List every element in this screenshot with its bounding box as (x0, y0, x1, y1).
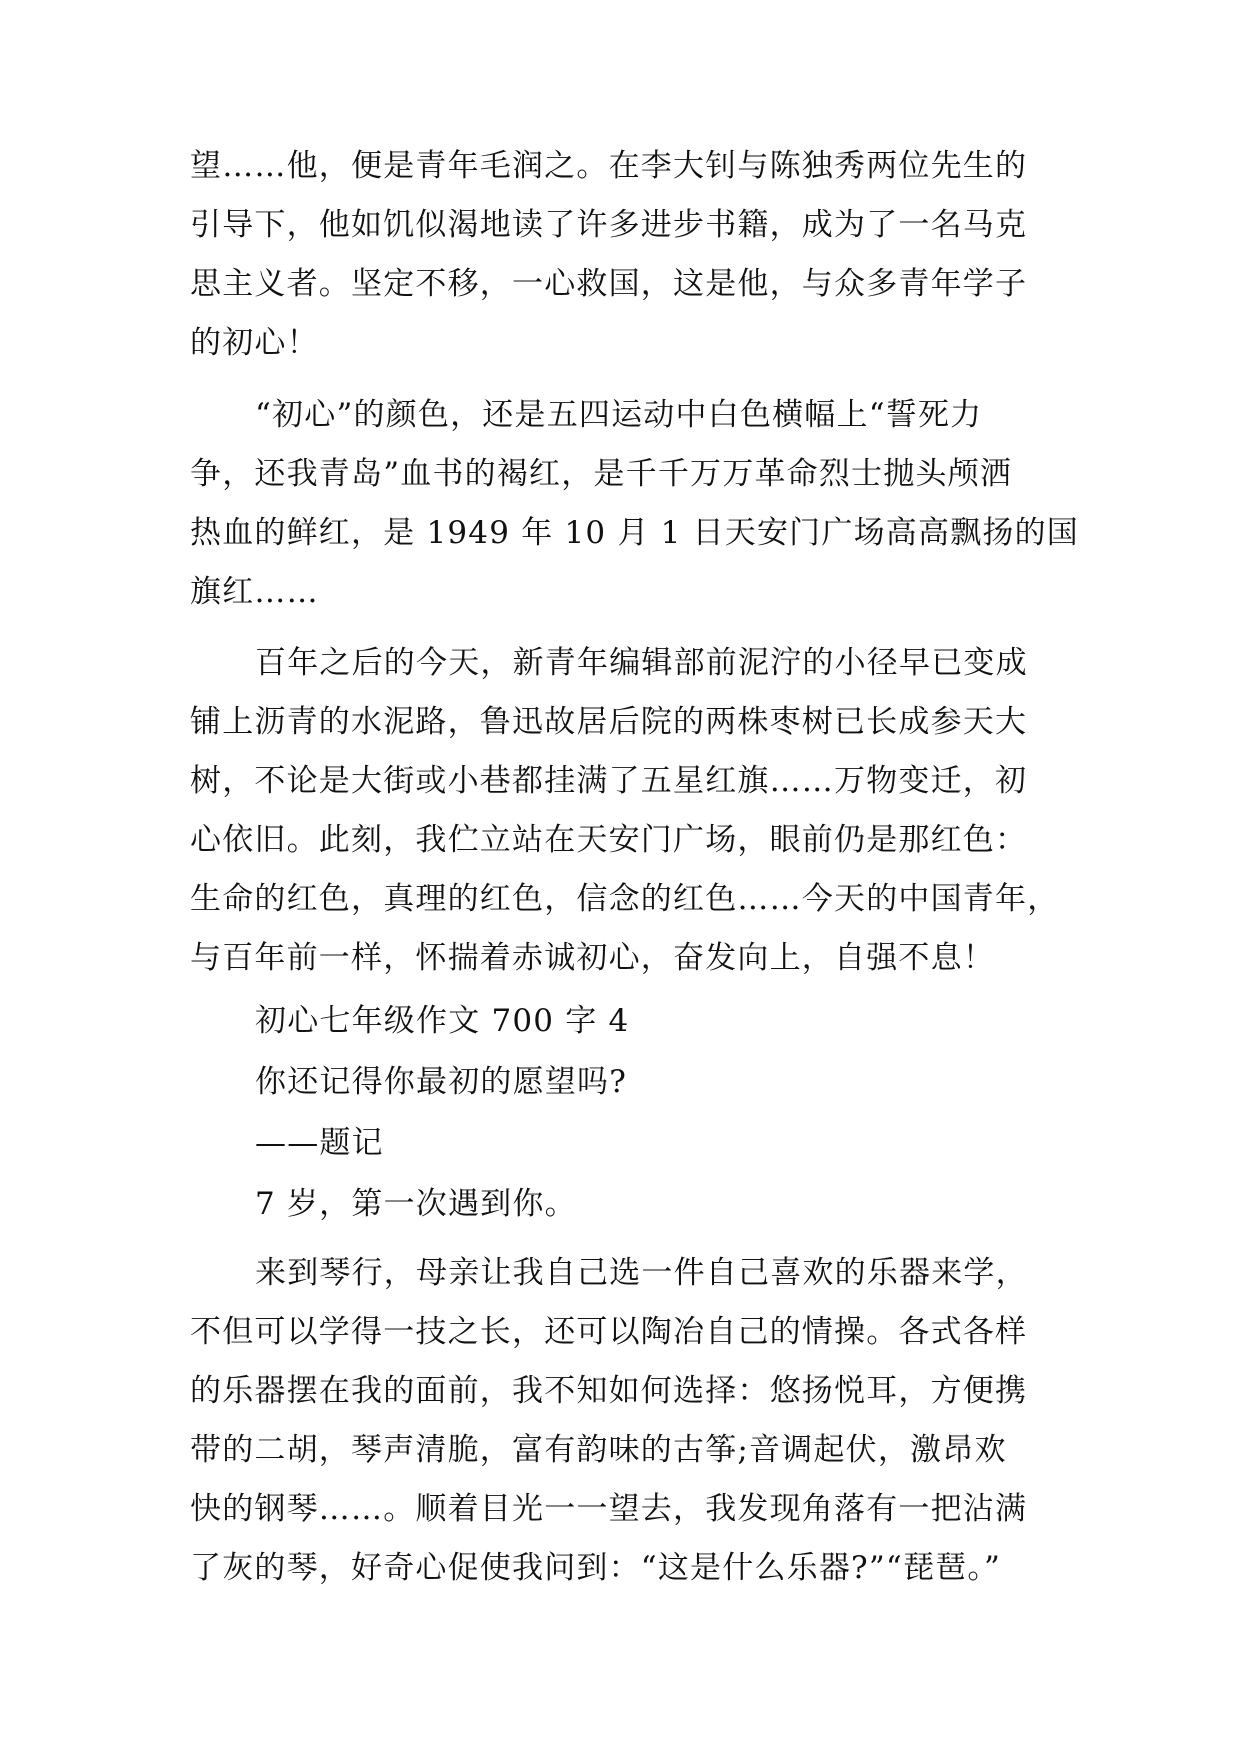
text-line-11: 树，不论是大街或小巷都挂满了五星红旗……万物变迁，初 (190, 763, 1028, 799)
text-line-20: 不但可以学得一技之长，还可以陶冶自己的情操。各式各样 (190, 1314, 1028, 1350)
text-line-14: 与百年前一样，怀揣着赤诚初心，奋发向上，自强不息！ (190, 940, 995, 976)
text-line-18: 7 岁，第一次遇到你。 (255, 1186, 577, 1222)
text-line-21: 的乐器摆在我的面前，我不知如何选择：悠扬悦耳，方便携 (190, 1373, 1028, 1409)
text-line-10: 铺上沥青的水泥路，鲁迅故居后院的两株枣树已长成参天大 (190, 704, 1028, 740)
text-line-13: 生命的红色，真理的红色，信念的红色……今天的中国青年， (190, 881, 1060, 917)
text-line-17: ——题记 (255, 1125, 384, 1161)
text-line-6: 争，还我青岛”血书的褐红，是千千万万革命烈士抛头颅洒 (190, 456, 1013, 492)
text-line-1: 望……他，便是青年毛润之。在李大钊与陈独秀两位先生的 (190, 148, 1028, 184)
text-line-5: “初心”的颜色，还是五四运动中白色横幅上“誓死力 (255, 397, 983, 433)
text-line-4: 的初心！ (190, 325, 319, 361)
text-line-22: 带的二胡，琴声清脆，富有韵味的古筝;音调起伏，激昂欢 (190, 1432, 1007, 1468)
text-line-2: 引导下，他如饥似渴地读了许多进步书籍，成为了一名马克 (190, 207, 1028, 243)
text-line-3: 思主义者。坚定不移，一心救国，这是他，与众多青年学子 (190, 266, 1028, 302)
text-line-24: 了灰的琴，好奇心促使我问到：“这是什么乐器?”“琵琶。” (190, 1550, 1002, 1586)
text-line-7: 热血的鲜红，是 1949 年 10 月 1 日天安门广场高高飘扬的国 (190, 515, 1079, 551)
text-line-9: 百年之后的今天，新青年编辑部前泥泞的小径早已变成 (255, 645, 1028, 681)
text-line-12: 心依旧。此刻，我伫立站在天安门广场，眼前仍是那红色： (190, 822, 1028, 858)
text-line-8: 旗红…… (190, 574, 319, 610)
section-heading: 初心七年级作文 700 字 4 (255, 1003, 630, 1039)
text-line-16: 你还记得你最初的愿望吗? (255, 1064, 628, 1100)
text-line-23: 快的钢琴……。顺着目光一一望去，我发现角落有一把沾满 (190, 1491, 1028, 1527)
text-line-19: 来到琴行，母亲让我自己选一件自己喜欢的乐器来学， (255, 1255, 1028, 1291)
